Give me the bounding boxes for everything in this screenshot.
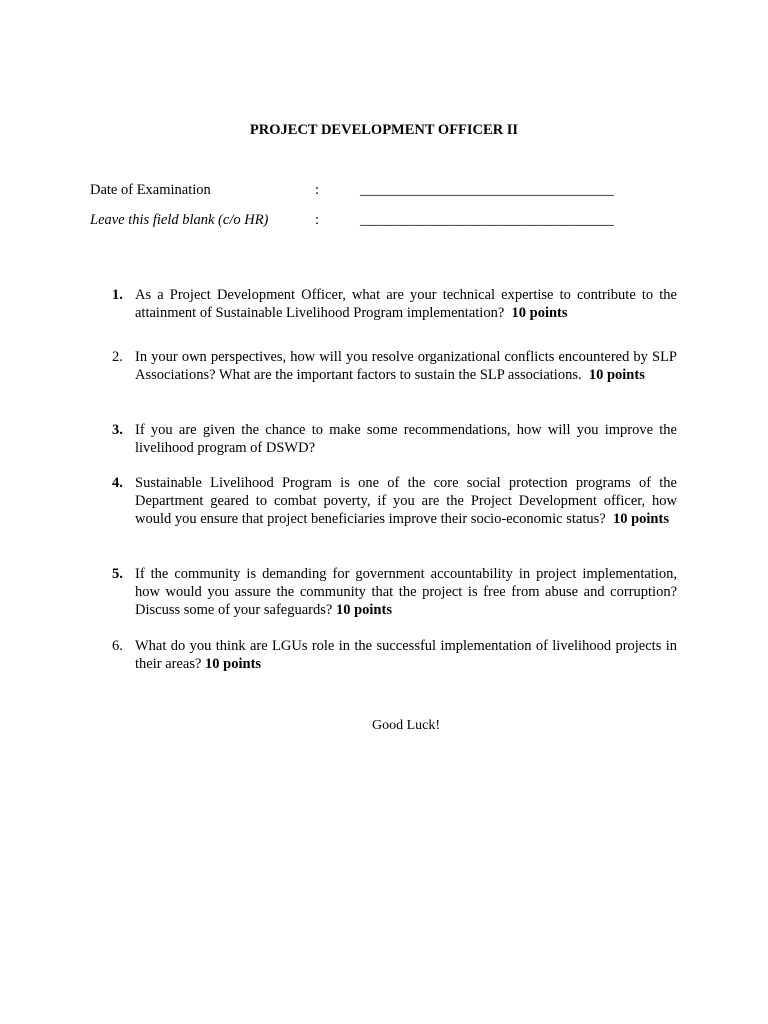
field-blank-line: ___________________________________ (360, 212, 614, 228)
question-number: 5. (112, 566, 123, 582)
field-colon: : (315, 212, 320, 228)
question-text: In your own perspectives, how will you resolve organizational conflicts encountered by SLP Associations? What are the important factors to sustain the SLP associations. (135, 349, 677, 383)
question-text-block (135, 421, 677, 457)
question-text: As a Project Development Officer, what are your technical expertise to contribute to the attainment of Sustainable Livelihood Program implementation? (135, 287, 677, 321)
question-number: 4. (112, 475, 123, 491)
question-number: 6. (112, 638, 123, 654)
field-label: Leave this field blank (c/o HR) (90, 212, 269, 228)
field-blank-line: ___________________________________ (360, 182, 614, 198)
question-text-block (135, 474, 677, 528)
question-text-block (135, 637, 677, 673)
question-points: 10 points (335, 602, 392, 618)
field-label: Date of Examination (90, 182, 211, 198)
question-points: 10 points (588, 367, 645, 383)
question-number: 2. (112, 349, 123, 365)
question-points: 10 points (612, 511, 669, 527)
question-text-block (135, 286, 677, 322)
question-text: Sustainable Livelihood Program is one of the core social protection programs of the Department geared to combat poverty, if you are the Project Development officer, how would you ensure that project beneficiaries improve their socio-economic status? (135, 475, 677, 527)
document-title: PROJECT DEVELOPMENT OFFICER II (249, 122, 519, 138)
field-colon: : (315, 182, 320, 198)
question-text: If the community is demanding for government accountability in project implementation, how would you assure the community that the project is free from abuse and corruption? Discuss some of your safeguards? (135, 566, 677, 618)
question-text: If you are given the chance to make some recommendations, how will you improve the livelihood program of DSWD? (135, 422, 677, 456)
question-points: 10 points (205, 656, 262, 672)
question-number: 1. (112, 287, 123, 303)
question-text-block (135, 565, 677, 619)
field-date-of-examination (90, 181, 690, 199)
question-text: What do you think are LGUs role in the successful implementation of livelihood projects in their areas? (135, 638, 677, 672)
question-number: 3. (112, 422, 123, 438)
closing-text: Good Luck! (371, 718, 441, 733)
question-points: 10 points (511, 305, 568, 321)
question-text-block (135, 348, 677, 384)
field-leave-blank-hr (90, 211, 690, 229)
